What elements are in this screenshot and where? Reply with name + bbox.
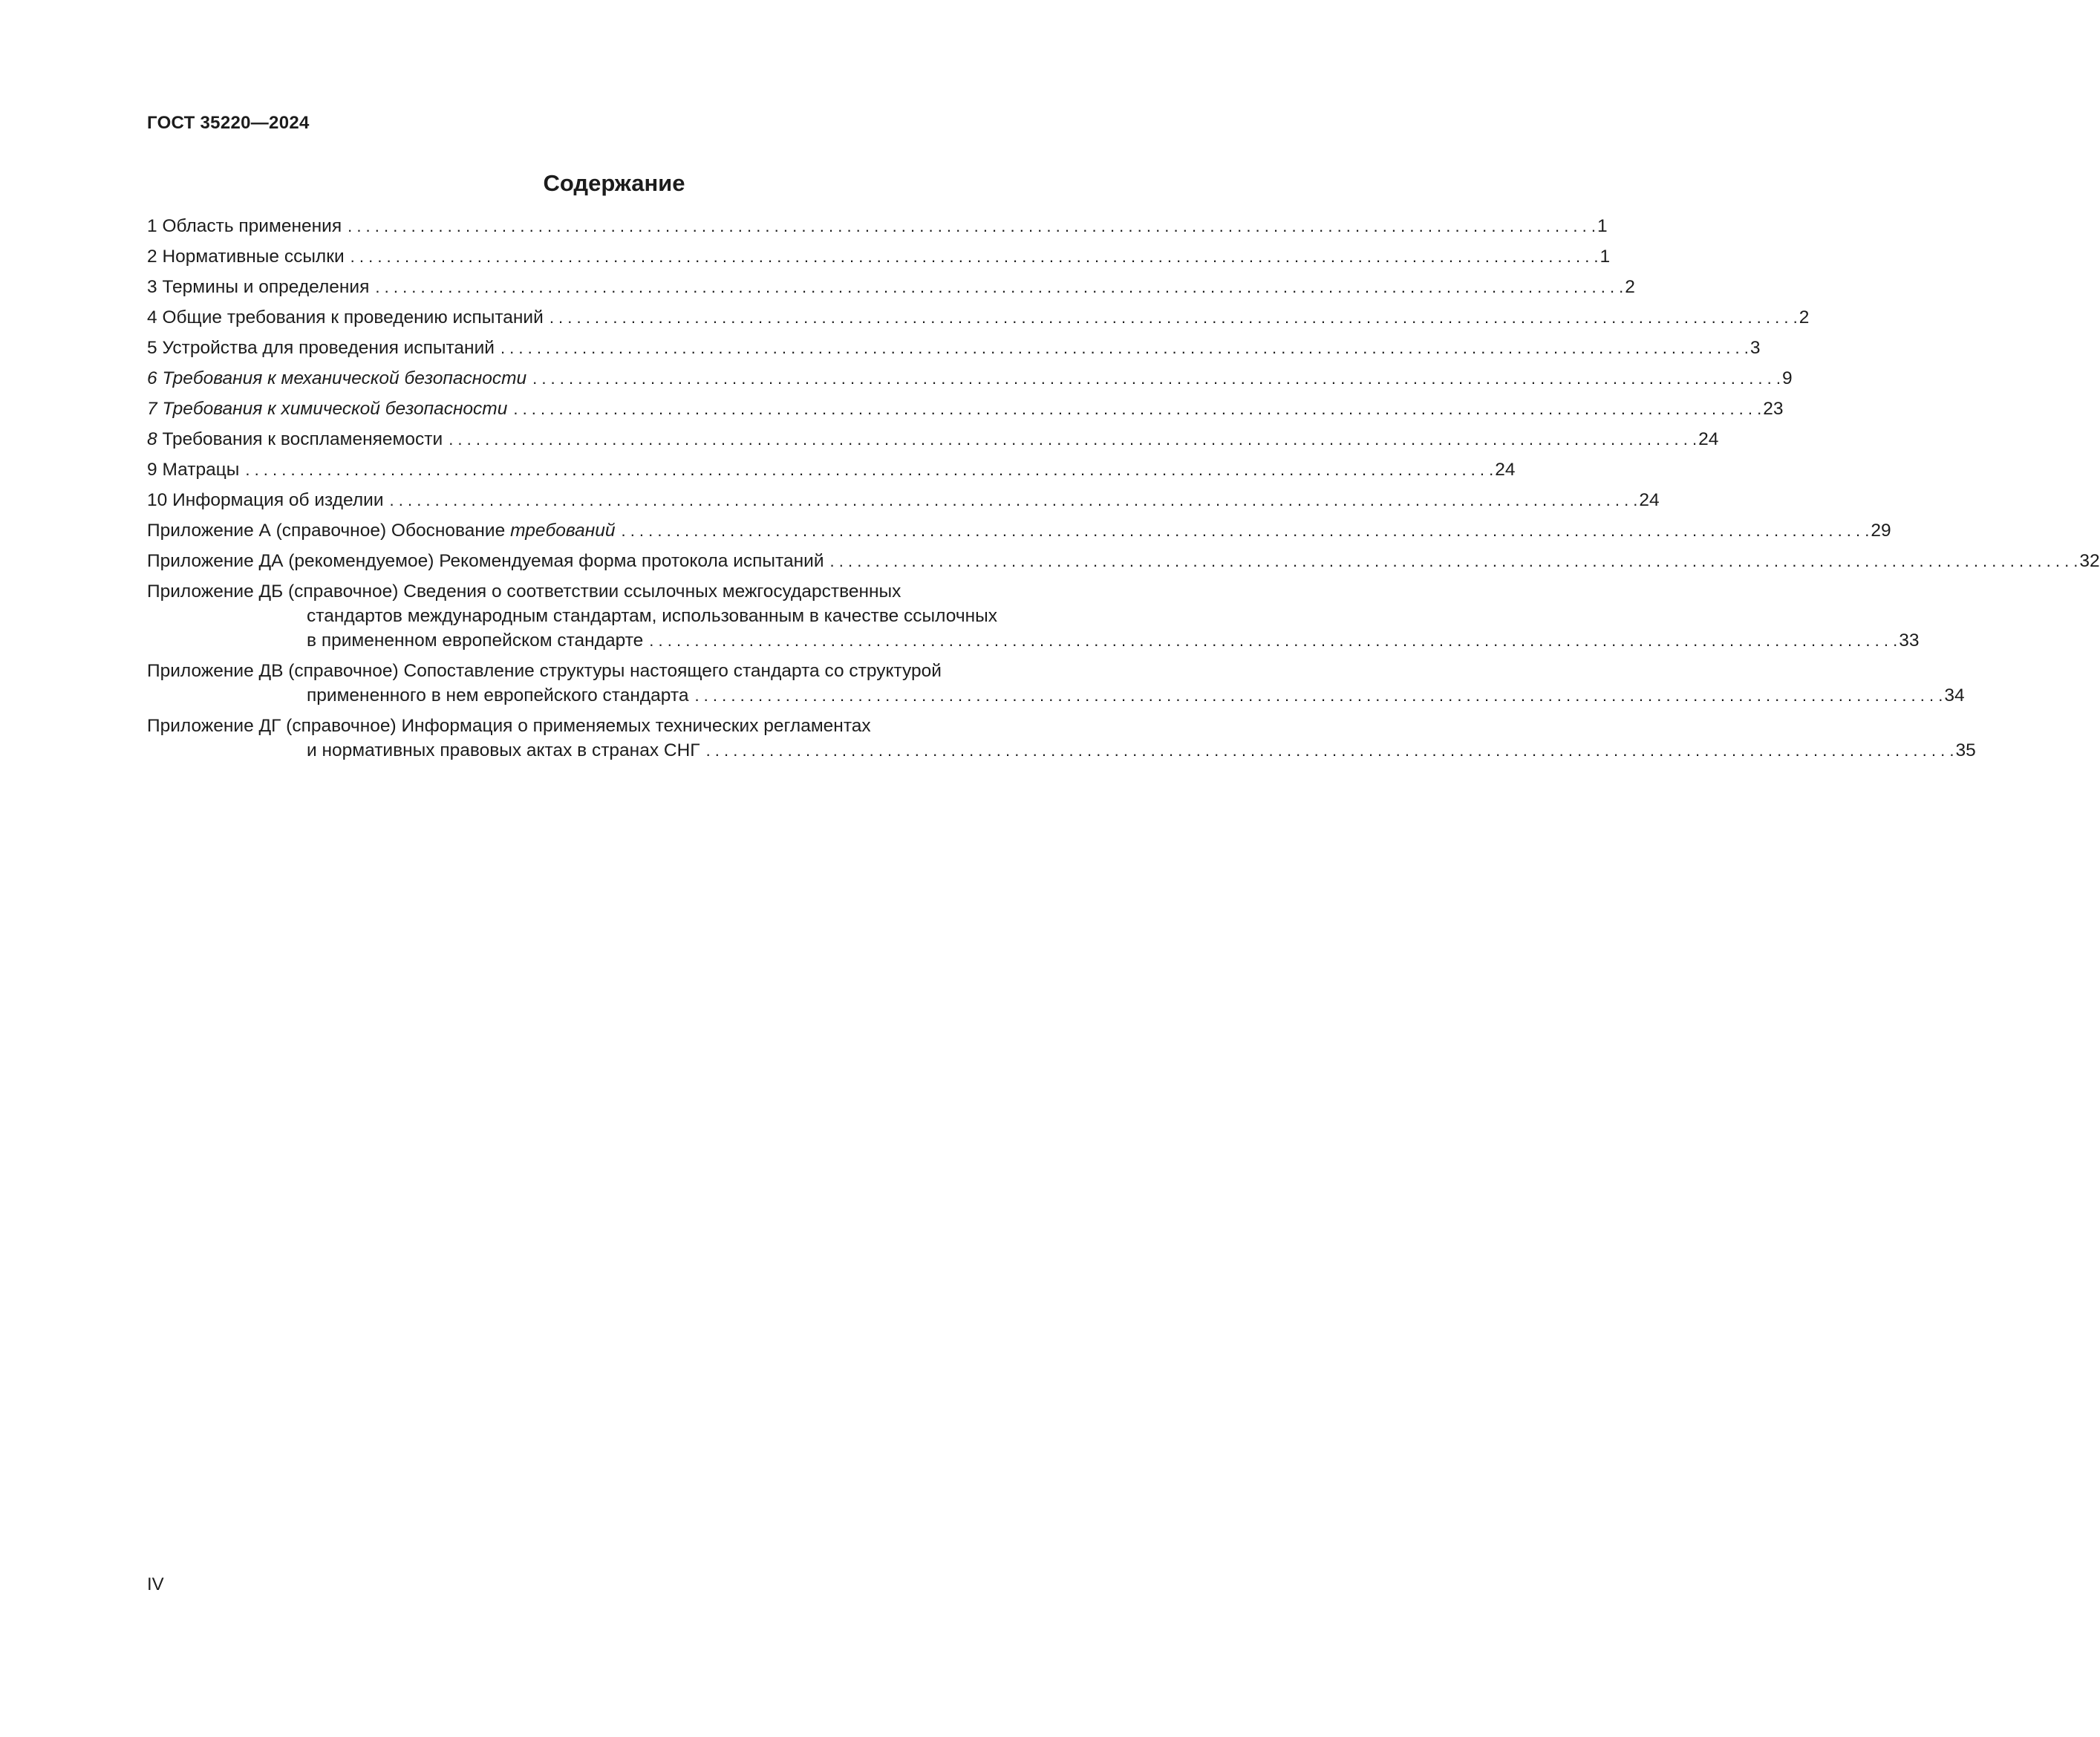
dot-leader (649, 628, 1897, 653)
toc-appendix-a[interactable] (147, 518, 1891, 543)
toc-appendix-title-cont: стандартов международным стандартам, использованным в качестве ссылочных (307, 606, 997, 626)
toc-entry-7[interactable] (147, 397, 1784, 421)
toc-title: Содержание (543, 170, 685, 196)
toc-entry-3[interactable] (147, 275, 1635, 299)
toc-entry-title: Устройства для проведения испытаний (162, 338, 495, 358)
toc-entry-number: 1 (147, 216, 157, 236)
table-of-contents (147, 214, 2100, 769)
toc-entry-4[interactable] (147, 305, 1810, 330)
toc-entry-number: 7 (147, 399, 157, 419)
toc-entry-page: 23 (1763, 399, 1784, 419)
toc-entry-1[interactable] (147, 214, 1608, 238)
toc-entry-page: 2 (1799, 307, 1810, 327)
toc-entry-title: Требования к механической безопасности (162, 368, 527, 388)
dot-leader (245, 457, 1493, 482)
toc-entry-number: 5 (147, 338, 157, 358)
dot-leader (706, 738, 1954, 763)
toc-entry-title: Матрацы (162, 460, 240, 480)
toc-entry-5[interactable] (147, 336, 1761, 360)
dot-leader (694, 683, 1943, 708)
dot-leader (550, 305, 1798, 330)
toc-appendix-title: Приложение ДВ (справочное) Сопоставление структуры настоящего стандарта со структурой (147, 661, 942, 681)
toc-entry-10[interactable] (147, 488, 1660, 512)
toc-entry-title: Нормативные ссылки (162, 247, 345, 267)
toc-appendix-title-cont: примененного в нем европейского стандарта (307, 685, 689, 705)
toc-entry-title: Область применения (162, 216, 342, 236)
toc-entry-title: Термины и определения (162, 277, 370, 297)
toc-entry-page: 24 (1698, 429, 1719, 449)
toc-entry-9[interactable] (147, 457, 1516, 482)
toc-appendix-title: Приложение ДБ (справочное) Сведения о соответствии ссылочных межгосударственных (147, 581, 901, 602)
toc-entry-number: 6 (147, 368, 157, 388)
toc-entry-number: 3 (147, 277, 157, 297)
dot-leader (621, 518, 1869, 543)
toc-entry-page: 1 (1597, 216, 1608, 236)
toc-appendix-title: Приложение ДА (рекомендуемое) Рекомендуемая форма протокола испытаний (147, 551, 824, 571)
toc-entry-page: 2 (1625, 277, 1635, 297)
toc-entry-page: 24 (1639, 490, 1660, 510)
dot-leader (449, 427, 1697, 452)
toc-appendix-title-cont: в примененном европейском стандарте (307, 630, 644, 651)
toc-entry-number: 4 (147, 307, 157, 327)
toc-appendix-dv[interactable] (147, 659, 1965, 708)
dot-leader (350, 244, 1599, 269)
toc-entry-number: 2 (147, 247, 157, 267)
dot-leader (390, 488, 1638, 512)
toc-entry-title: Общие требования к проведению испытаний (162, 307, 544, 327)
document-header: ГОСТ 35220—2024 (147, 113, 310, 133)
dot-leader (348, 214, 1596, 238)
toc-entry-8[interactable] (147, 427, 1719, 452)
toc-entry-page: 3 (1750, 338, 1761, 358)
toc-entry-number: 8 (147, 429, 157, 449)
dot-leader (375, 275, 1623, 299)
toc-entry-page: 29 (1871, 521, 1891, 541)
dot-leader (532, 366, 1781, 391)
toc-appendix-da[interactable] (147, 549, 2100, 573)
toc-entry-page: 33 (1899, 630, 1920, 651)
toc-entry-page: 9 (1782, 368, 1793, 388)
page-number: IV (147, 1574, 164, 1594)
dot-leader (830, 549, 2078, 573)
toc-entry-number: 10 (147, 490, 168, 510)
toc-entry-6[interactable] (147, 366, 1793, 391)
toc-appendix-title-cont: и нормативных правовых актах в странах СНГ (307, 740, 700, 760)
toc-appendix-title: Приложение А (справочное) Обоснование (147, 521, 506, 541)
toc-entry-page: 34 (1944, 685, 1965, 705)
toc-entry-title: Требования к химической безопасности (162, 399, 508, 419)
toc-entry-title: Информация об изделии (172, 490, 384, 510)
toc-entry-page: 1 (1600, 247, 1611, 267)
dot-leader (513, 397, 1761, 421)
toc-entry-page: 35 (1955, 740, 1976, 760)
toc-appendix-title: Приложение ДГ (справочное) Информация о применяемых технических регламентах (147, 716, 871, 736)
toc-entry-page: 32 (2079, 551, 2100, 571)
toc-entry-number: 9 (147, 460, 157, 480)
toc-appendix-db[interactable] (147, 579, 1920, 653)
dot-leader (500, 336, 1749, 360)
toc-appendix-title-italic: требований (510, 521, 616, 541)
toc-entry-page: 24 (1495, 460, 1516, 480)
toc-appendix-dg[interactable] (147, 714, 1976, 763)
toc-entry-title: Требования к воспламеняемости (162, 429, 443, 449)
toc-entry-2[interactable] (147, 244, 1611, 269)
